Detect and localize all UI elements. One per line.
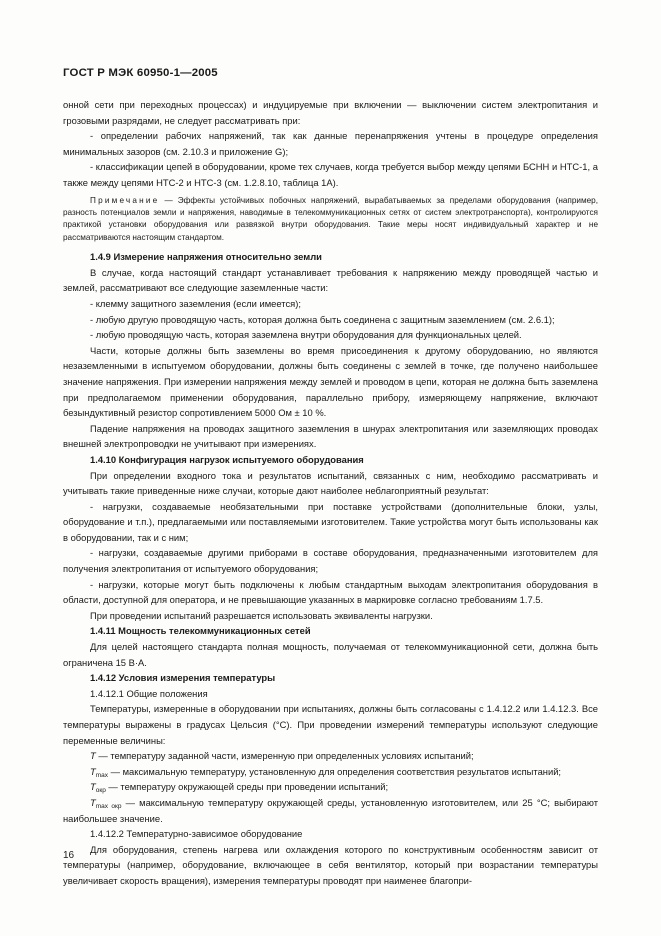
symbol: T <box>90 781 96 793</box>
section-heading: 1.4.12 Условия измерения температуры <box>90 672 276 684</box>
list-item: - любую проводящую часть, которая заземлена внутри оборудования для функциональных целей. <box>90 329 522 341</box>
section-heading: 1.4.9 Измерение напряжения относительно земли <box>90 251 322 263</box>
list-item: - нагрузки, создаваемые необязательными при поставке устройствами (дополнительные блоки, узлы, оборудование и т.п.), предлагаемыми или поставляемыми изготовителем. Такие устройства могут быть использованы как в оборудовании, так и с ним; <box>63 500 598 543</box>
note <box>63 195 598 245</box>
paragraph: При определении входного тока и результатов испытаний, связанных с ним, необходимо рассматривать и учитывать такие приведенные ниже случаи, которые дают наиболее неблагоприятный результат: <box>63 469 598 497</box>
note-text: — Эффекты устойчивых побочных напряжений, вырабатываемых за пределами оборудования (например, разность потенциалов земли и напряжения, наводимые в телекоммуникационных сетях от систем электротранспорта), контролируются практикой установки оборудования или развязкой внутри оборудования. Такие меры носят индивидуальный характер и не рассматриваются настоящим стандартом. <box>63 195 598 242</box>
list-item: - любую другую проводящую часть, которая должна быть соединена с защитным заземлением (см. 2.6.1); <box>90 313 555 325</box>
paragraph: Для целей настоящего стандарта полная мощность, получаемая от телекоммуникационной сети, должна быть ограничена 15 В·А. <box>63 641 598 668</box>
definition-text: — температуру заданной части, измеренную при определенных условиях испытаний; <box>95 750 474 762</box>
section-heading: 1.4.11 Мощность телекоммуникационных сетей <box>90 625 311 637</box>
definition-item <box>63 764 598 780</box>
definition-text: — температуру окружающей среды при проведении испытаний; <box>105 781 389 793</box>
paragraph: онной сети при переходных процессах) и индуцируемые при включении — выключении систем электропитания и грозовыми разрядами, не следует рассматривать при: <box>63 99 598 126</box>
list-item: - нагрузки, создаваемые другими приборами в составе оборудования, предназначенными изготовителем для получения электропитания от испытуемого оборудования; <box>63 547 598 575</box>
list-item: - классификации цепей в оборудовании, кроме тех случаев, когда требуется выбор между цепями БСНН и НТС-1, а также между цепями НТС-2 и НТС-3 (см. 1.2.8.10, таблица 1А). <box>63 161 598 188</box>
definition-item <box>63 748 598 764</box>
definition-text: — максимальную температуру, установленную для определения соответствия результатов испытаний; <box>108 765 562 777</box>
list-item: - нагрузки, которые могут быть подключены к любым стандартным выходам электропитания оборудования в области, доступной для оператора, и не превышающие указанных в маркировке согласно требованиям 1.7.5. <box>63 578 598 606</box>
list-item: - клемму защитного заземления (если имеется); <box>90 297 301 309</box>
paragraph: Части, которые должны быть заземлены во время присоединения к другому оборудованию, но являются незаземленными в испытуемом оборудовании, должны быть соединены с землей в точке, где получено наибольшее значение напряжения. При измерении напряжения между землей и проводом в цепи, которая не должна быть заземлена при предполагаемом применении оборудования, параллельно прибору, измеряющему напряжение, включают безындуктивный резистор сопротивлением 5000 Ом ± 10 %. <box>63 344 598 419</box>
note-label: Примечание <box>90 195 160 205</box>
symbol: T <box>90 796 96 808</box>
paragraph: Падение напряжения на проводах защитного заземления в шнурах электропитания или заземляющих проводах внешней электропроводки не учитывают при измерениях. <box>63 422 598 450</box>
subsection-heading: 1.4.12.1 Общие положения <box>90 687 208 699</box>
paragraph: Температуры, измеренные в оборудовании при испытаниях, должны быть согласованы с 1.4.12.2 или 1.4.12.3. Все температуры выражены в градусах Цельсия (°С). При проведении измерений температуры используют следующие переменные величины: <box>63 703 598 746</box>
symbol-subscript: окр <box>95 787 106 795</box>
symbol-subscript: max окр <box>95 802 122 810</box>
definition-item <box>63 795 598 826</box>
definition-text: — максимальную температуру окружающей среды, установленную изготовителем, или 25 °С; выбирают наибольшее значение. <box>63 796 598 824</box>
symbol: T <box>90 765 96 777</box>
subsection-heading: 1.4.12.2 Температурно-зависимое оборудование <box>90 828 303 840</box>
page-number: 16 <box>63 850 75 861</box>
section-heading: 1.4.10 Конфигурация нагрузок испытуемого оборудования <box>90 453 364 465</box>
document-header: ГОСТ Р МЭК 60950-1—2005 <box>63 67 218 79</box>
paragraph: При проведении испытаний разрешается использовать эквиваленты нагрузки. <box>90 609 433 621</box>
list-item: - определении рабочих напряжений, так как данные перенапряжения учтены в процедуре определения минимальных зазоров (см. 2.10.3 и приложение G); <box>63 130 598 157</box>
symbol-subscript: max <box>95 771 109 779</box>
paragraph: Для оборудования, степень нагрева или охлаждения которого по конструктивным особенностям зависит от температуры (например, оборудование, включающее в себя вентилятор, который при возрастании температуры увеличивает скорость вращения), измерения температуры проводят при наименее благопри- <box>63 843 598 886</box>
paragraph: В случае, когда настоящий стандарт устанавливает требования к напряжению между проводящей частью и землей, рассматривают все следующие заземленные части: <box>63 266 598 294</box>
symbol: T <box>90 750 96 762</box>
document-body <box>63 97 598 889</box>
definition-item <box>63 779 598 795</box>
